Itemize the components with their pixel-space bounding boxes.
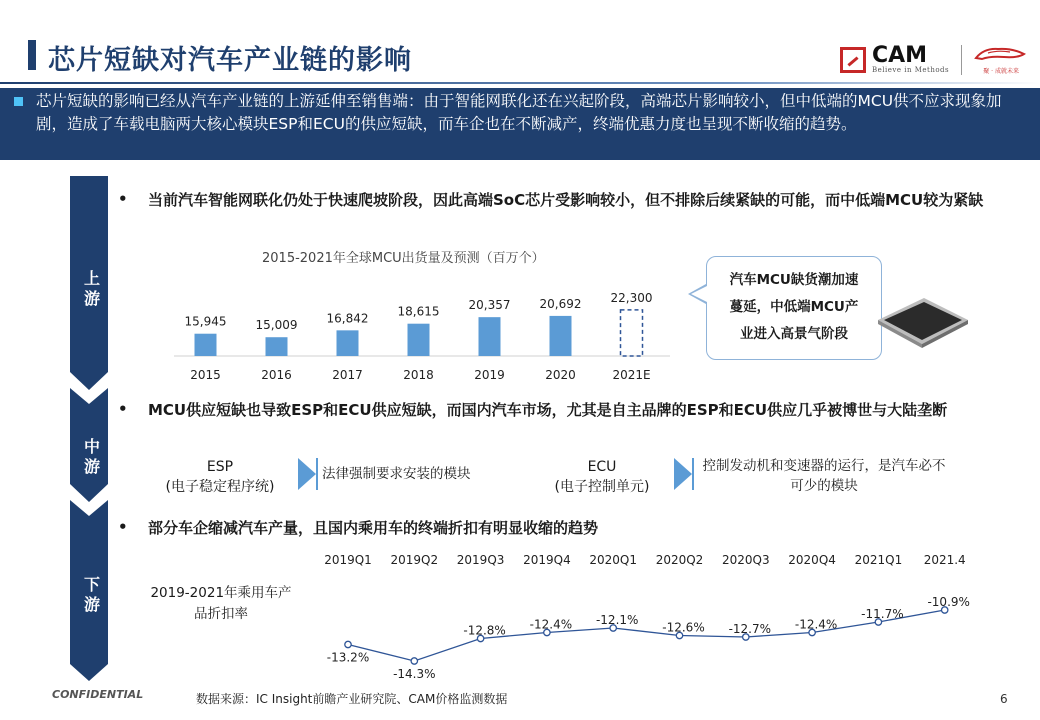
mcu-year-label: 2015 <box>190 368 221 382</box>
discount-chart-label: 2019-2021年乘用车产品折扣率 <box>150 585 292 622</box>
mcu-bar <box>408 324 430 356</box>
discount-value-label: -13.2% <box>326 650 370 665</box>
callout-pointer-fill <box>691 286 707 302</box>
mcu-callout <box>706 256 882 360</box>
discount-value-label: -12.1% <box>595 613 639 627</box>
ecu-name: ECU <box>587 459 617 475</box>
midstream-bullet: • <box>118 400 128 418</box>
discount-quarter-label: 2020Q1 <box>589 553 638 567</box>
mcu-year-label: 2021E <box>612 368 651 382</box>
esp-description: 法律强制要求安装的模块 <box>322 466 471 482</box>
stage-downstream-label: 下游 <box>81 576 101 616</box>
discount-value-label: -12.6% <box>662 620 705 635</box>
ecu-arrow-icon <box>674 458 692 490</box>
ecu-description: 控制发动机和变速器的运行，是汽车必不可少的模块 <box>702 458 946 494</box>
source-note: 数据来源：IC Insight前瞻产业研究院、CAM价格监测数据 <box>196 692 508 706</box>
discount-quarter-label: 2020Q3 <box>721 553 770 567</box>
mcu-year-label: 2020 <box>545 368 576 382</box>
upstream-bullet: • <box>118 190 128 208</box>
esp-name: ESP <box>206 459 234 475</box>
esp-module-name <box>150 457 290 497</box>
discount-value-label: -11.7% <box>861 607 904 621</box>
discount-quarter-label: 2019Q1 <box>324 553 372 567</box>
mcu-year-label: 2017 <box>332 368 363 382</box>
mcu-bar <box>266 337 288 356</box>
mcu-bar <box>337 330 359 356</box>
banner-bullet-icon <box>14 97 23 106</box>
mcu-value-label: 18,615 <box>397 304 440 319</box>
mcu-chip-icon <box>872 290 972 352</box>
partner-logo <box>974 44 1028 75</box>
discount-quarter-label: 2021.4 <box>923 553 966 567</box>
mcu-value-label: 15,009 <box>255 318 298 333</box>
discount-value-label: -12.4% <box>794 617 838 632</box>
partner-tagline: 聚 · 成就未来 <box>983 68 1019 75</box>
discount-value-label: -12.7% <box>728 622 772 636</box>
mcu-year-label: 2018 <box>403 368 434 382</box>
summary-banner <box>0 88 1040 160</box>
mcu-value-label: 16,842 <box>326 311 369 326</box>
mcu-bar <box>195 334 217 356</box>
ecu-divider <box>692 458 694 490</box>
confidential-label: CONFIDENTIAL <box>52 688 144 701</box>
mcu-value-label: 20,357 <box>468 298 511 313</box>
mcu-chart-title: 2015-2021年全球MCU出货量及预测（百万个） <box>262 251 545 266</box>
mcu-year-label: 2019 <box>474 368 505 382</box>
title-accent <box>28 40 36 70</box>
logo-separator <box>961 45 962 75</box>
esp-divider <box>316 458 318 490</box>
discount-value-label: -10.9% <box>927 595 970 609</box>
mcu-value-label: 22,300 <box>610 290 653 305</box>
page-number: 6 <box>1000 692 1008 706</box>
mcu-bar <box>479 317 501 356</box>
discount-value-label: -12.4% <box>529 617 573 632</box>
discount-quarter-label: 2019Q4 <box>523 553 571 567</box>
page-title: 芯片短缺对汽车产业链的影响 <box>48 45 412 76</box>
cam-logo-mark-icon <box>840 47 866 73</box>
cam-tagline: Believe in Methods <box>872 65 950 74</box>
mcu-value-label: 15,945 <box>184 314 227 329</box>
discount-quarter-label: 2019Q3 <box>456 553 505 567</box>
discount-quarter-label: 2019Q2 <box>390 553 439 567</box>
discount-point <box>411 658 417 664</box>
midstream-text: MCU供应短缺也导致ESP和ECU供应短缺，而国内汽车市场，尤其是自主品牌的ESP和ECU供应几乎被博世与大陆垄断 <box>148 401 948 419</box>
cam-brand: CAM <box>872 42 928 68</box>
callout-text: 汽车MCU缺货潮加速蔓延，中低端MCU产业进入高景气阶段 <box>729 272 859 342</box>
downstream-bullet: • <box>118 518 128 536</box>
discount-quarter-label: 2020Q2 <box>655 553 704 567</box>
upstream-text: 当前汽车智能网联化仍处于快速爬坡阶段，因此高端SoC芯片受影响较小，但不排除后续紧缺的可能，而中低端MCU较为紧缺 <box>148 191 984 209</box>
downstream-text: 部分车企缩减汽车产量，且国内乘用车的终端折扣有明显收缩的趋势 <box>148 519 599 537</box>
summary-text: 芯片短缺的影响已经从汽车产业链的上游延伸至销售端：由于智能网联化还在兴起阶段，高端芯片影响较小，但中低端的MCU供不应求现象加剧，造成了车载电脑两大核心模块ESP和ECU的供应短缺，而车企也在不断减产，终端优惠力度也呈现不断收缩的趋势。 <box>36 92 1002 133</box>
stage-upstream-label: 上游 <box>81 270 101 310</box>
discount-point <box>345 641 351 647</box>
discount-value-label: -12.8% <box>463 623 506 638</box>
cam-logo-text-block <box>872 42 950 74</box>
discount-quarter-label: 2021Q1 <box>854 553 903 567</box>
discount-line <box>348 610 945 661</box>
ecu-full-name: (电子控制单元) <box>554 479 650 495</box>
title-rule <box>0 82 1040 84</box>
mcu-year-label: 2016 <box>261 368 292 382</box>
mcu-bar-chart <box>170 264 670 388</box>
cam-logo <box>840 44 1028 75</box>
esp-arrow-icon <box>298 458 316 490</box>
stage-midstream-label: 中游 <box>81 438 101 478</box>
car-logo-icon <box>974 44 1028 66</box>
mcu-bar <box>550 316 572 356</box>
mcu-value-label: 20,692 <box>539 296 582 311</box>
discount-quarter-label: 2020Q4 <box>788 553 836 567</box>
discount-value-label: -14.3% <box>393 667 436 681</box>
esp-full-name: (电子稳定程序统) <box>165 479 275 495</box>
ecu-module-name <box>534 457 670 497</box>
discount-line-chart <box>314 548 994 681</box>
mcu-bar <box>621 310 643 356</box>
